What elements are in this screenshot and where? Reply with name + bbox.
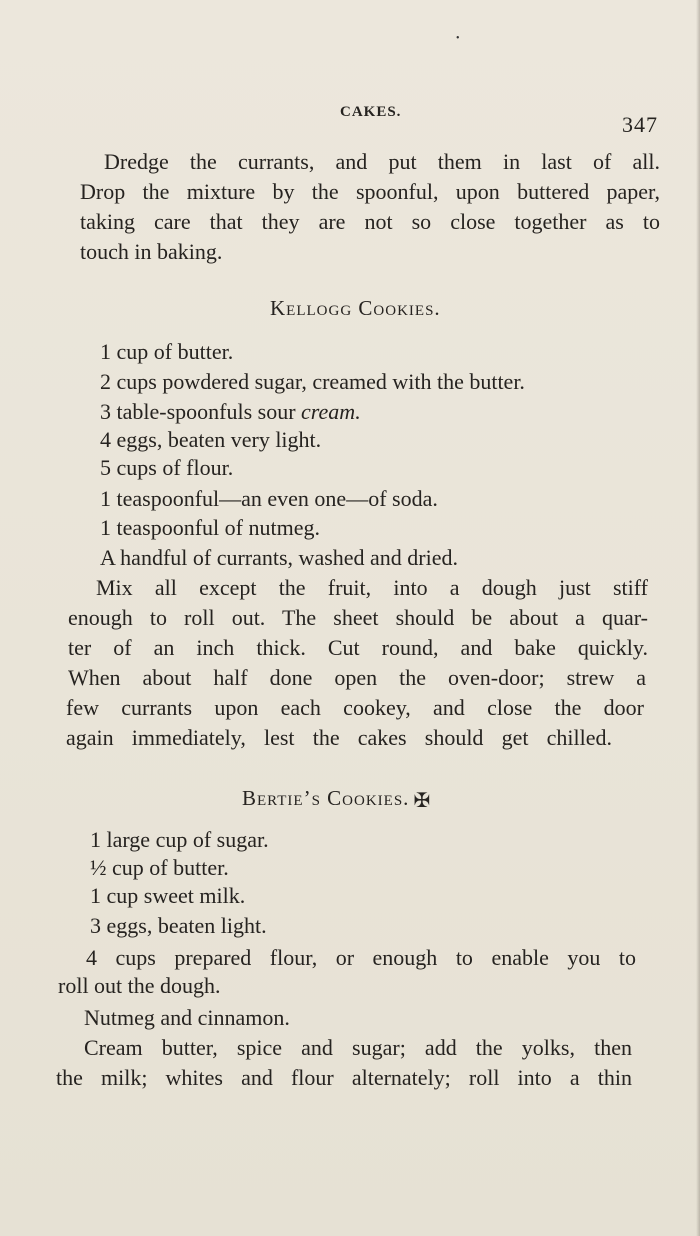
running-head: CAKES. (340, 104, 402, 120)
berties-ingredient-6: Nutmeg and cinnamon. (84, 1005, 290, 1030)
intro-line-3: taking care that they are not so close together as to (80, 209, 660, 234)
maltese-cross-icon: ✠ (413, 790, 432, 812)
intro-line-4: touch in baking. (80, 239, 223, 264)
berties-ingredient-5: 4 cups prepared flour, or enough to enable you to (86, 945, 636, 970)
kellogg-instruction-3: ter of an inch thick. Cut round, and bake quickly. (68, 635, 648, 660)
kellogg-instruction-4: When about half done open the oven-door; strew a (68, 665, 646, 690)
kellogg-ingredient-3 (100, 398, 361, 426)
kellogg-instruction-6: again immediately, lest the cakes should get chilled. (66, 725, 612, 750)
kellogg-ingredient-1: 1 cup of butter. (100, 339, 234, 364)
page-edge-shadow (696, 0, 700, 1236)
ink-speck: • (456, 33, 460, 44)
berties-instruction-2: the milk; whites and flour alternately; roll into a thin (56, 1065, 632, 1090)
berties-ingredient-1: 1 large cup of sugar. (90, 827, 269, 852)
intro-line-1: Dredge the currants, and put them in last of all. (104, 149, 660, 174)
berties-ingredient-4: 3 eggs, beaten light. (90, 913, 267, 938)
berties-title-text: Bertie’s Cookies. (242, 786, 410, 810)
kellogg-instruction-1: Mix all except the fruit, into a dough just stiff (96, 575, 648, 600)
berties-title (242, 784, 431, 815)
berties-ingredient-5-cont: roll out the dough. (58, 973, 221, 998)
kellogg-ingredient-5: 5 cups of flour. (100, 455, 234, 480)
kellogg-ingredient-2: 2 cups powdered sugar, creamed with the butter. (100, 369, 525, 394)
kellogg-ingredient-8: A handful of currants, washed and dried. (100, 545, 459, 570)
kellogg-ingredient-3-text: 3 table-spoonfuls sour (100, 399, 302, 424)
kellogg-title: Kellogg Cookies. (270, 296, 441, 320)
intro-line-2: Drop the mixture by the spoonful, upon buttered paper, (80, 179, 660, 204)
berties-instruction-1: Cream butter, spice and sugar; add the yolks, then (84, 1035, 632, 1060)
kellogg-ingredient-6: 1 teaspoonful—an even one—of soda. (100, 486, 438, 511)
kellogg-ingredient-7: 1 teaspoonful of nutmeg. (100, 515, 320, 540)
berties-ingredient-3: 1 cup sweet milk. (90, 883, 246, 908)
kellogg-instruction-5: few currants upon each cookey, and close the door (66, 695, 644, 720)
berties-ingredient-2: ½ cup of butter. (90, 855, 229, 880)
kellogg-ingredient-4: 4 eggs, beaten very light. (100, 427, 322, 452)
kellogg-instruction-2: enough to roll out. The sheet should be about a quar- (68, 605, 648, 630)
page-number: 347 (622, 112, 658, 137)
cream-word: cream. (301, 399, 361, 424)
